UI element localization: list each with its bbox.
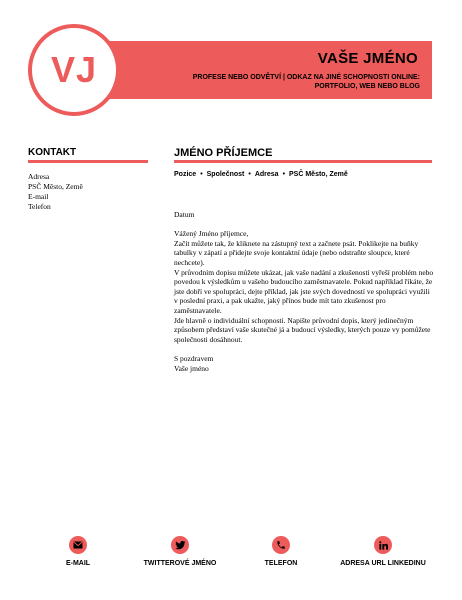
letter-signature: Vaše jméno bbox=[174, 363, 209, 373]
separator-dot: • bbox=[282, 171, 286, 178]
footer-twitter[interactable] bbox=[125, 536, 235, 567]
header-banner bbox=[95, 41, 432, 99]
recipient-heading[interactable]: JMÉNO PŘÍJEMCE bbox=[174, 147, 273, 159]
letter-paragraph: Začít můžete tak, že kliknete na zástupný text a začnete psát. Poklikejte na buňky tabulky v zápatí a přidejte svoje kontaktní údaje (nebo odstraňte sloupce, které nechcete). bbox=[174, 238, 419, 267]
footer-email[interactable] bbox=[23, 536, 133, 567]
footer-email-label: E-MAIL bbox=[65, 560, 91, 567]
footer-linkedin-label: ADRESA URL LINKEDINU bbox=[340, 560, 426, 567]
recipient-rule bbox=[174, 160, 432, 163]
footer-linkedin[interactable] bbox=[328, 536, 438, 567]
letter-date: Datum bbox=[174, 210, 195, 219]
separator-dot: • bbox=[200, 171, 203, 178]
contact-address: Adresa bbox=[28, 172, 50, 181]
twitter-icon bbox=[171, 536, 189, 554]
letter-paragraph: V průvodním dopisu můžete ukázat, jak vaše nadání a zkušenosti vyřeší problém nebo povedou k výsledkům u vašeho budoucího zaměstnavatele. Pokud například říkáte, že jste dobří ve spolupráci, dejte příklad, jak jste svých dovedností ve spolupráci využili v poslední praxi, a pak ukažte, jaký přínos bude mít tato zkušenost pro zaměstnavatele. bbox=[174, 267, 434, 315]
contact-heading: KONTAKT bbox=[28, 147, 77, 158]
phone-icon bbox=[272, 536, 290, 554]
profession-line[interactable] bbox=[120, 73, 420, 91]
recipient-meta[interactable] bbox=[174, 171, 348, 178]
profession-line-1: PROFESE NEBO ODVĚTVÍ | ODKAZ NA JINÉ SCHOPNOSTI ONLINE: bbox=[192, 74, 420, 81]
contact-rule bbox=[28, 160, 148, 163]
letter-closing: S pozdravem bbox=[174, 353, 214, 363]
contact-block[interactable] bbox=[28, 172, 83, 212]
contact-city: PSČ Město, Země bbox=[28, 182, 83, 191]
email-icon bbox=[69, 536, 87, 554]
recipient-address: Adresa bbox=[254, 171, 279, 178]
contact-phone: Telefon bbox=[28, 202, 51, 211]
profession-line-2: PORTFOLIO, WEB NEBO BLOG bbox=[314, 83, 420, 90]
your-name[interactable]: VAŠE JMÉNO bbox=[317, 50, 418, 67]
letter-body[interactable] bbox=[174, 210, 434, 373]
separator-dot: • bbox=[248, 171, 251, 178]
footer-phone[interactable] bbox=[226, 536, 336, 567]
contact-email: E-mail bbox=[28, 192, 49, 201]
recipient-position: Pozice bbox=[174, 171, 197, 178]
linkedin-icon bbox=[374, 536, 392, 554]
letter-paragraph: Jde hlavně o individuální schopnosti. Napište průvodní dopis, který jedinečným způsobem představí vaše skutečné já a budoucí výsledky, kterých pouze vy pomůžete společnosti dosáhnout. bbox=[174, 315, 431, 344]
monogram-circle[interactable]: VJ bbox=[28, 24, 120, 116]
recipient-company: Společnost bbox=[206, 171, 245, 178]
recipient-city: PSČ Město, Země bbox=[289, 171, 348, 178]
footer-phone-label: TELEFON bbox=[264, 560, 298, 567]
footer-twitter-label: TWITTEROVÉ JMÉNO bbox=[143, 560, 217, 567]
footer bbox=[0, 536, 462, 576]
letter-salutation: Vážený Jméno příjemce, bbox=[174, 229, 249, 239]
